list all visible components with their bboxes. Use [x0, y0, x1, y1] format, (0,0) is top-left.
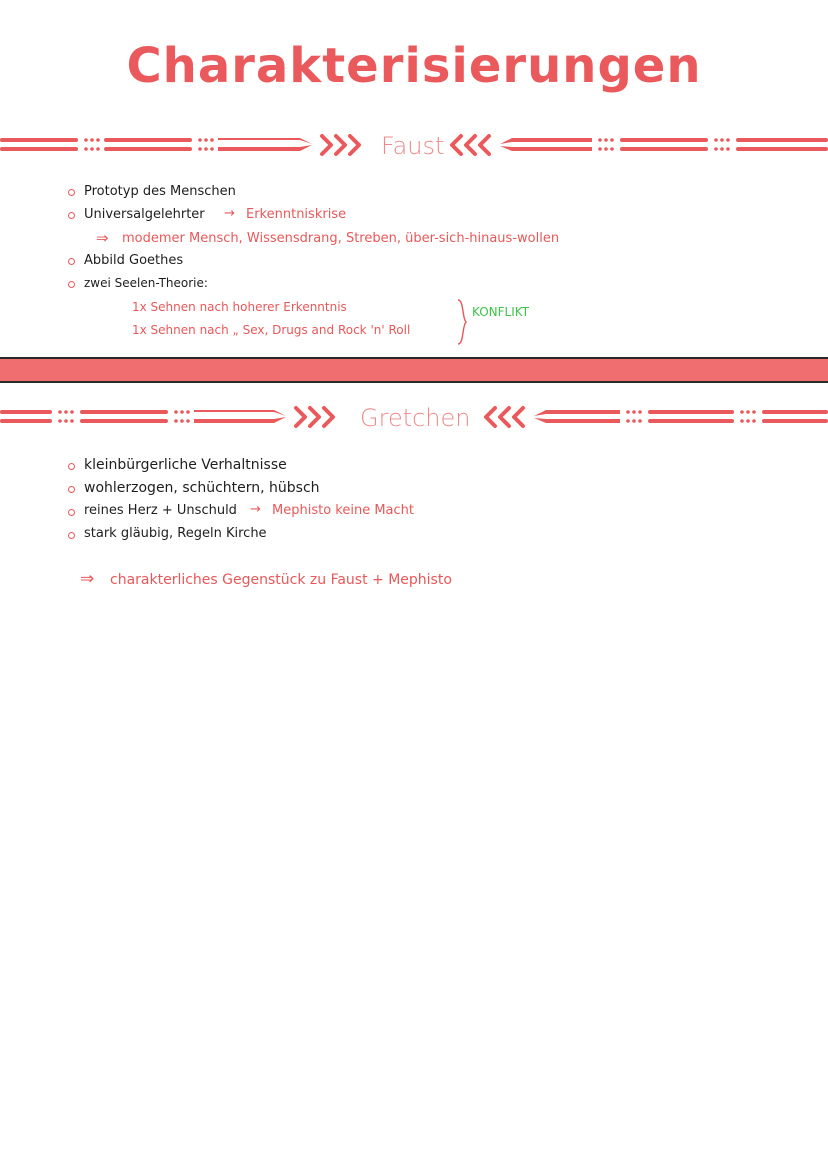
faust-item-3: Abbild Goethes: [84, 253, 184, 268]
bullet-icon: [68, 281, 75, 288]
gretchen-item-2: wohlerzogen, schüchtern, hübsch: [84, 480, 320, 496]
faust-sub-note: modemer Mensch, Wissensdrang, Streben, über-sich-hinaus-wollen: [122, 231, 560, 246]
bullet-icon: [68, 189, 75, 196]
bullet-icon: [68, 532, 75, 539]
section-heading-gretchen: Gretchen: [360, 404, 471, 432]
gretchen-item-4: stark gläubig, Regeln Kirche: [84, 526, 267, 541]
faust-item-2: Universalgelehrter: [84, 207, 205, 222]
conflict-line-2: 1x Sehnen nach „ Sex, Drugs and Rock 'n' Roll: [132, 323, 411, 337]
double-arrow-icon: ⇒: [96, 229, 109, 247]
page-title: Charakterisierungen: [126, 38, 702, 94]
double-arrow-icon: ⇒: [80, 569, 95, 589]
section-separator: [0, 357, 828, 383]
faust-item-2-result: Erkenntniskrise: [246, 207, 347, 222]
arrow-right-icon: →: [224, 206, 235, 221]
conflict-label: KONFLIKT: [472, 305, 530, 319]
bullet-icon: [68, 486, 75, 493]
gretchen-item-1: kleinbürgerliche Verhaltnisse: [84, 457, 287, 473]
curly-brace-icon: [456, 298, 470, 346]
conflict-line-1: 1x Sehnen nach hoherer Erkenntnis: [132, 300, 347, 314]
gretchen-item-3: reines Herz + Unschuld: [84, 503, 237, 518]
section-divider-gretchen: [0, 400, 828, 434]
faust-item-4: zwei Seelen-Theorie:: [84, 276, 208, 290]
bullet-icon: [68, 463, 75, 470]
faust-item-1: Prototyp des Menschen: [84, 184, 236, 199]
arrow-right-icon: →: [250, 502, 261, 517]
section-heading-faust: Faust: [381, 132, 445, 160]
bullet-icon: [68, 509, 75, 516]
bullet-icon: [68, 258, 75, 265]
gretchen-item-3-result: Mephisto keine Macht: [272, 503, 414, 518]
gretchen-conclusion: charakterliches Gegenstück zu Faust + Mephisto: [110, 572, 452, 588]
section-divider-faust: [0, 128, 828, 162]
bullet-icon: [68, 212, 75, 219]
